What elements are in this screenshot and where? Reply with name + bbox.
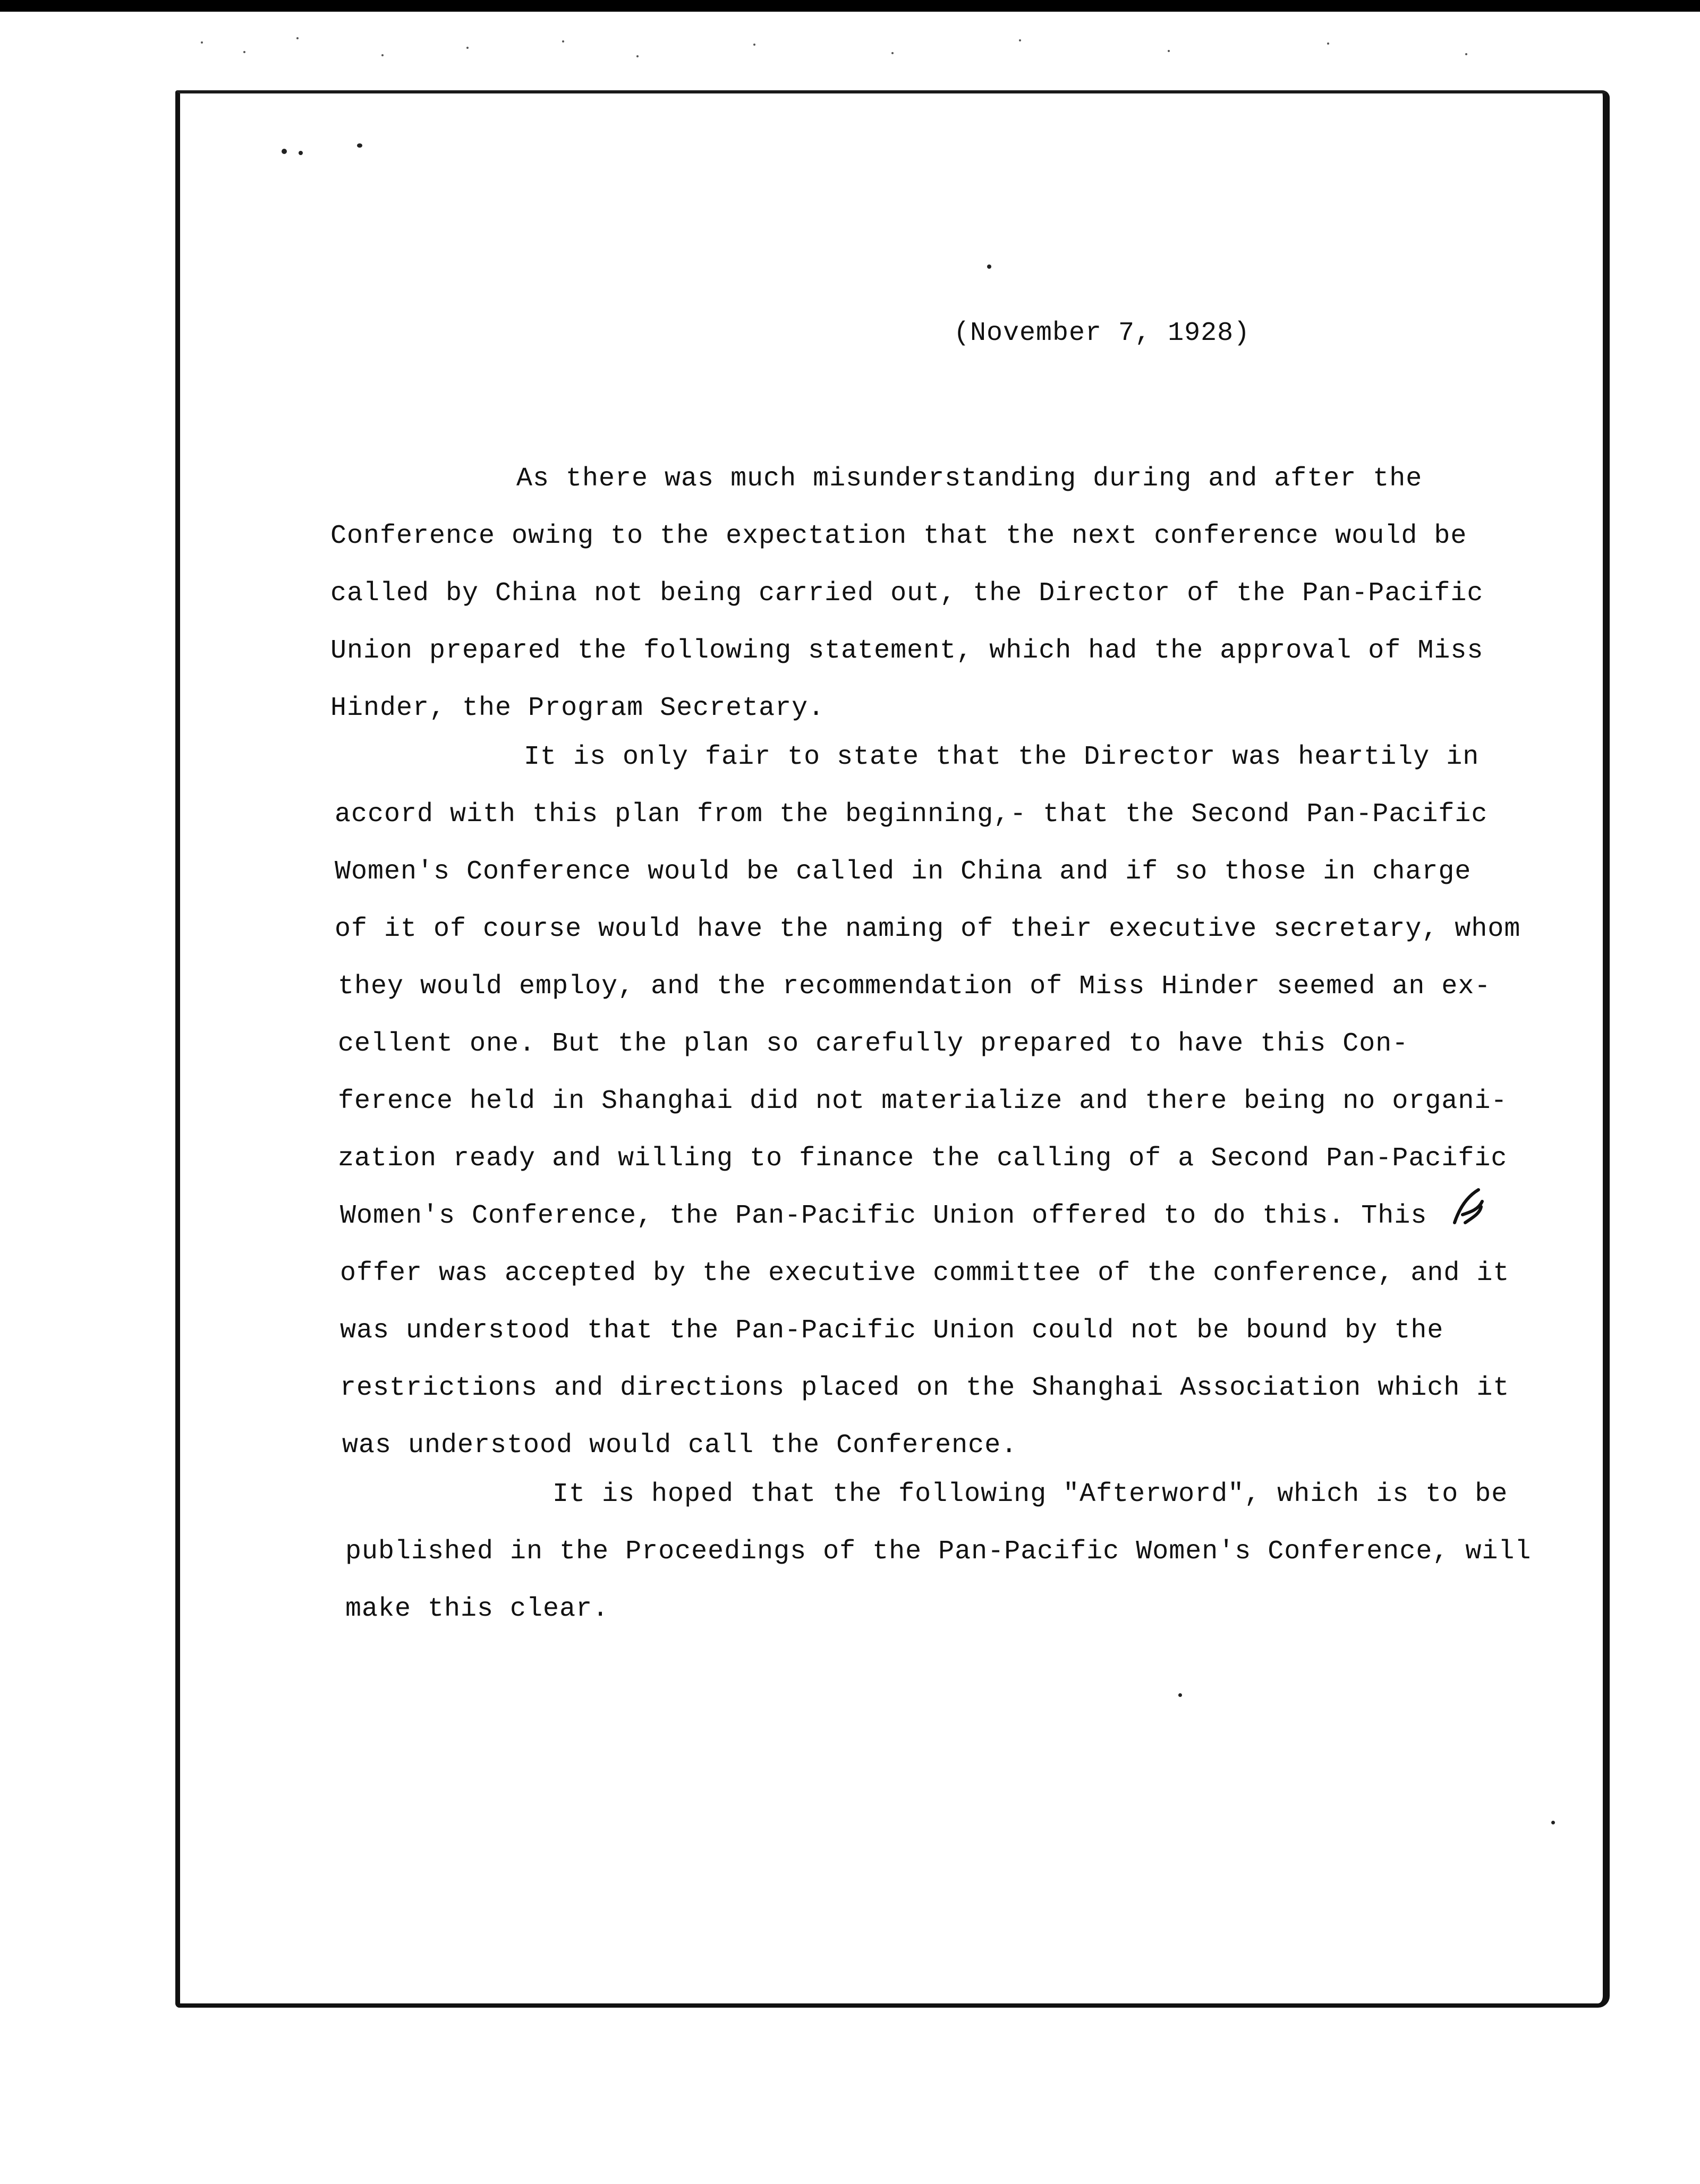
stray-mark [1178,1693,1182,1697]
text-line: restrictions and directions placed on the Shanghai Association which it [340,1373,1510,1403]
document-date: (November 7, 1928) [954,318,1251,348]
stray-mark [1551,1821,1555,1824]
text-line: offer was accepted by the executive committee of the conference, and it [340,1258,1510,1289]
text-line: As there was much misunderstanding during and after the [516,464,1423,494]
stray-mark [299,151,303,155]
text-line: It is hoped that the following "Afterword", which is to be [552,1479,1508,1509]
stray-mark [357,143,362,148]
text-line: accord with this plan from the beginning,- that the Second Pan-Pacific [335,799,1488,830]
text-line: zation ready and willing to finance the calling of a Second Pan-Pacific [338,1144,1508,1174]
text-line: they would employ, and the recommendation of Miss Hinder seemed an ex- [338,971,1491,1002]
text-line: of it of course would have the naming of their executive secretary, whom [335,914,1521,944]
stray-mark [987,265,991,269]
text-line: published in the Proceedings of the Pan-Pacific Women's Conference, will [345,1537,1532,1567]
text-line: Conference owing to the expectation that the next conference would be [330,521,1467,551]
text-line: It is only fair to state that the Director was heartily in [524,742,1480,772]
text-line: cellent one. But the plan so carefully prepared to have this Con- [338,1029,1409,1059]
scan-noise [159,32,1541,64]
text-line: was understood would call the Conference. [342,1430,1018,1461]
text-line: Union prepared the following statement, which had the approval of Miss [330,636,1484,666]
scan-top-edge [0,0,1700,12]
text-line: ference held in Shanghai did not materialize and there being no organi- [338,1086,1508,1116]
text-line: called by China not being carried out, the Director of the Pan-Pacific [330,578,1484,609]
text-line: Women's Conference, the Pan-Pacific Union offered to do this. This [340,1201,1427,1231]
text-line: Women's Conference would be called in China and if so those in charge [335,857,1472,887]
text-line: Hinder, the Program Secretary. [330,693,825,723]
text-line: was understood that the Pan-Pacific Union could not be bound by the [340,1316,1444,1346]
handwritten-correction-mark [1449,1185,1486,1228]
stray-mark [282,149,287,154]
text-line: make this clear. [345,1594,609,1624]
